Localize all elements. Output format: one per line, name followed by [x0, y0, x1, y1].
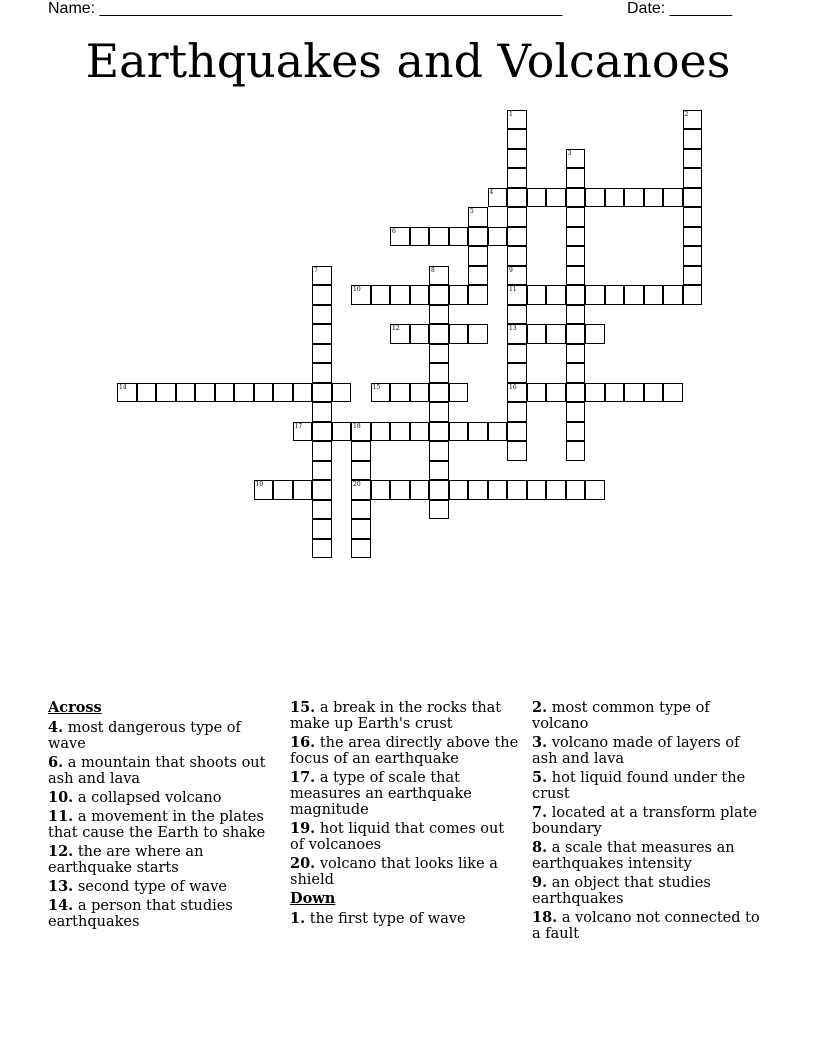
crossword-cell[interactable]: [683, 129, 703, 149]
crossword-cell[interactable]: [312, 422, 332, 442]
crossword-cell[interactable]: [176, 383, 196, 403]
crossword-cell[interactable]: [683, 188, 703, 208]
crossword-cell[interactable]: [585, 324, 605, 344]
crossword-cell[interactable]: [312, 480, 332, 500]
clue-item: 18. a volcano not connected to a fault: [532, 909, 760, 942]
crossword-cell[interactable]: [293, 422, 313, 442]
crossword-cell[interactable]: [507, 207, 527, 227]
crossword-cell[interactable]: [566, 227, 586, 247]
crossword-cell[interactable]: [566, 149, 586, 169]
crossword-cell[interactable]: [390, 227, 410, 247]
clue-number: 12: [392, 325, 400, 332]
crossword-cell[interactable]: [449, 383, 469, 403]
crossword-cell[interactable]: [273, 383, 293, 403]
crossword-cell[interactable]: [624, 285, 644, 305]
crossword-cell[interactable]: [468, 324, 488, 344]
crossword-cell[interactable]: [390, 422, 410, 442]
clue-item: 10. a collapsed volcano: [48, 789, 222, 806]
crossword-cell[interactable]: [429, 266, 449, 286]
clue-item: 9. an object that studies earthquakes: [532, 874, 711, 907]
crossword-cell[interactable]: [449, 422, 469, 442]
crossword-cell[interactable]: [117, 383, 137, 403]
clue-number: 1: [509, 110, 513, 118]
crossword-cell[interactable]: [566, 324, 586, 344]
crossword-cell[interactable]: [488, 227, 508, 247]
crossword-cell[interactable]: [527, 324, 547, 344]
crossword-cell[interactable]: [312, 402, 332, 422]
crossword-cell[interactable]: [410, 383, 430, 403]
crossword-cell[interactable]: [429, 285, 449, 305]
crossword-cell[interactable]: [312, 305, 332, 325]
crossword-cell[interactable]: [566, 383, 586, 403]
crossword-cell[interactable]: [683, 246, 703, 266]
clue-item: 5. hot liquid found under the crust: [532, 769, 746, 802]
crossword-cell[interactable]: [624, 188, 644, 208]
crossword-cell[interactable]: [507, 246, 527, 266]
crossword-cell[interactable]: [507, 129, 527, 149]
crossword-cell[interactable]: [683, 149, 703, 169]
clue-item: 1. the first type of wave: [290, 910, 466, 927]
crossword-cell[interactable]: [566, 266, 586, 286]
crossword-cell[interactable]: [312, 441, 332, 461]
crossword-cell[interactable]: [429, 480, 449, 500]
crossword-cell[interactable]: [605, 188, 625, 208]
page-title: Earthquakes and Volcanoes: [85, 34, 731, 88]
crossword-cell[interactable]: [566, 344, 586, 364]
crossword-cell[interactable]: [371, 383, 391, 403]
crossword-cell[interactable]: [468, 285, 488, 305]
crossword-cell[interactable]: [468, 227, 488, 247]
crossword-cell[interactable]: [312, 363, 332, 383]
crossword-cell[interactable]: [351, 441, 371, 461]
crossword-cell[interactable]: [507, 324, 527, 344]
clue-item: 19. hot liquid that comes out of volcanoes: [290, 820, 505, 853]
crossword-cell[interactable]: [351, 480, 371, 500]
crossword-cell[interactable]: [507, 110, 527, 130]
clue-number: 18: [353, 422, 361, 430]
crossword-cell[interactable]: [585, 383, 605, 403]
crossword-cell[interactable]: [546, 324, 566, 344]
clue-number: 10: [353, 286, 361, 293]
crossword-cell[interactable]: [410, 227, 430, 247]
clue-item: 20. volcano that looks like a shield: [290, 855, 498, 888]
crossword-cell[interactable]: [429, 461, 449, 481]
crossword-cell[interactable]: [254, 383, 274, 403]
clue-item: 4. most dangerous type of wave: [48, 719, 241, 752]
crossword-cell[interactable]: [507, 285, 527, 305]
clue-number: 2: [684, 110, 689, 118]
crossword-cell[interactable]: [683, 110, 703, 130]
crossword-cell[interactable]: [312, 266, 332, 286]
crossword-cell[interactable]: [429, 441, 449, 461]
crossword-cell[interactable]: [507, 422, 527, 442]
crossword-cell[interactable]: [546, 285, 566, 305]
crossword-cell[interactable]: [488, 188, 508, 208]
crossword-cell[interactable]: [410, 422, 430, 442]
crossword-cell[interactable]: [371, 480, 391, 500]
clue-item: 6. a mountain that shoots out ash and lava: [48, 754, 266, 787]
crossword-cell[interactable]: [429, 422, 449, 442]
clue-number: 19: [255, 481, 264, 488]
name-field-label: Name: ____________________________________________________: [48, 0, 563, 17]
crossword-cell[interactable]: [468, 422, 488, 442]
clue-number: 16: [509, 383, 517, 391]
crossword-cell[interactable]: [234, 383, 254, 403]
clue-number: 13: [509, 325, 517, 332]
crossword-cell[interactable]: [312, 285, 332, 305]
crossword-cell[interactable]: [449, 324, 469, 344]
crossword-cell[interactable]: [683, 168, 703, 188]
crossword-cell[interactable]: [546, 480, 566, 500]
crossword-cell[interactable]: [273, 480, 293, 500]
crossword-cell[interactable]: [410, 480, 430, 500]
crossword-cell[interactable]: [644, 383, 664, 403]
crossword-cell[interactable]: [644, 285, 664, 305]
crossword-cell[interactable]: [507, 383, 527, 403]
crossword-cell[interactable]: [507, 402, 527, 422]
down-heading: Down: [290, 890, 336, 907]
crossword-cell[interactable]: [527, 480, 547, 500]
crossword-cell[interactable]: [312, 324, 332, 344]
crossword-cell[interactable]: [312, 383, 332, 403]
clue-number: 17: [294, 422, 303, 430]
crossword-cell[interactable]: [566, 422, 586, 442]
crossword-cell[interactable]: [507, 441, 527, 461]
crossword-cell[interactable]: [449, 480, 469, 500]
crossword-cell[interactable]: [390, 383, 410, 403]
crossword-cell[interactable]: [312, 519, 332, 539]
crossword-cell[interactable]: [507, 227, 527, 247]
crossword-cell[interactable]: [488, 480, 508, 500]
crossword-cell[interactable]: [605, 285, 625, 305]
crossword-cell[interactable]: [468, 480, 488, 500]
crossword-cell[interactable]: [663, 285, 683, 305]
crossword-cell[interactable]: [566, 246, 586, 266]
clue-item: 3. volcano made of layers of ash and lava: [532, 734, 740, 767]
crossword-cell[interactable]: [566, 188, 586, 208]
crossword-cell[interactable]: [137, 383, 157, 403]
crossword-cell[interactable]: [351, 500, 371, 520]
crossword-cell[interactable]: [156, 383, 176, 403]
crossword-cell[interactable]: [683, 227, 703, 247]
crossword-cell[interactable]: [507, 363, 527, 383]
crossword-cell[interactable]: [468, 246, 488, 266]
clue-number: 14: [119, 383, 127, 391]
clue-column-1: [48, 700, 280, 933]
crossword-cell[interactable]: [429, 383, 449, 403]
crossword-cell[interactable]: [312, 539, 332, 559]
clue-number: 6: [392, 227, 396, 235]
crossword-cell[interactable]: [585, 285, 605, 305]
crossword-cell[interactable]: [429, 344, 449, 364]
clue-item: 15. a break in the rocks that make up Earth's crust: [290, 699, 502, 732]
crossword-cell[interactable]: [507, 266, 527, 286]
crossword-cell[interactable]: [195, 383, 215, 403]
crossword-cell[interactable]: [215, 383, 235, 403]
crossword-cell[interactable]: [332, 383, 352, 403]
crossword-cell[interactable]: [371, 285, 391, 305]
crossword-cell[interactable]: [507, 149, 527, 169]
crossword-cell[interactable]: [566, 363, 586, 383]
crossword-cell[interactable]: [527, 188, 547, 208]
crossword-cell[interactable]: [390, 324, 410, 344]
crossword-cell[interactable]: [507, 305, 527, 325]
clue-number: 5: [470, 208, 474, 215]
crossword-cell[interactable]: [624, 383, 644, 403]
crossword-cell[interactable]: [566, 480, 586, 500]
crossword-cell[interactable]: [683, 266, 703, 286]
clue-item: 7. located at a transform plate boundary: [532, 804, 758, 837]
crossword-cell[interactable]: [644, 188, 664, 208]
crossword-cell[interactable]: [429, 500, 449, 520]
crossword-cell[interactable]: [507, 188, 527, 208]
crossword-cell[interactable]: [351, 461, 371, 481]
crossword-cell[interactable]: [390, 480, 410, 500]
crossword-cell[interactable]: [566, 168, 586, 188]
crossword-cell[interactable]: [683, 285, 703, 305]
crossword-cell[interactable]: [468, 266, 488, 286]
crossword-cell[interactable]: [527, 285, 547, 305]
clue-number: 7: [314, 266, 318, 274]
crossword-cell[interactable]: [312, 500, 332, 520]
across-heading: Across: [48, 699, 102, 716]
crossword-cell[interactable]: [410, 324, 430, 344]
crossword-cell[interactable]: [683, 207, 703, 227]
crossword-cell[interactable]: [429, 402, 449, 422]
crossword-cell[interactable]: [566, 402, 586, 422]
crossword-cell[interactable]: [566, 207, 586, 227]
clue-item: 16. the area directly above the focus of an earthquake: [290, 734, 519, 767]
clue-item: 13. second type of wave: [48, 878, 227, 895]
clue-number: 11: [509, 286, 517, 293]
crossword-cell[interactable]: [351, 285, 371, 305]
crossword-cell[interactable]: [429, 324, 449, 344]
crossword-cell[interactable]: [429, 363, 449, 383]
clue-item: 14. a person that studies earthquakes: [48, 897, 233, 930]
clue-column-3: [532, 700, 764, 945]
crossword-cell[interactable]: [663, 383, 683, 403]
crossword-cell[interactable]: [507, 168, 527, 188]
crossword-cell[interactable]: [605, 383, 625, 403]
crossword-cell[interactable]: [449, 285, 469, 305]
crossword-cell[interactable]: [293, 383, 313, 403]
clue-number: 15: [372, 383, 381, 391]
date-field-label: Date: _______: [627, 0, 732, 17]
crossword-cell[interactable]: [429, 305, 449, 325]
crossword-cell[interactable]: [585, 188, 605, 208]
crossword-cell[interactable]: [312, 344, 332, 364]
clue-number: 3: [567, 149, 572, 157]
crossword-cell[interactable]: [390, 285, 410, 305]
crossword-cell[interactable]: [410, 285, 430, 305]
crossword-cell[interactable]: [312, 461, 332, 481]
crossword-cell[interactable]: [468, 207, 488, 227]
crossword-cell[interactable]: [449, 227, 469, 247]
clue-number: 20: [353, 481, 361, 488]
crossword-cell[interactable]: [429, 227, 449, 247]
clue-number: 9: [509, 266, 513, 274]
crossword-cell[interactable]: [527, 383, 547, 403]
clue-number: 4: [489, 188, 494, 196]
clue-number: 8: [431, 266, 435, 274]
crossword-cell[interactable]: [546, 188, 566, 208]
crossword-cell[interactable]: [488, 422, 508, 442]
crossword-cell[interactable]: [351, 519, 371, 539]
clue-item: 8. a scale that measures an earthquakes intensity: [532, 839, 735, 872]
crossword-cell[interactable]: [663, 188, 683, 208]
crossword-cell[interactable]: [507, 344, 527, 364]
clue-item: 2. most common type of volcano: [532, 699, 710, 732]
crossword-cell[interactable]: [507, 480, 527, 500]
crossword-cell[interactable]: [546, 383, 566, 403]
crossword-cell[interactable]: [566, 441, 586, 461]
crossword-cell[interactable]: [293, 480, 313, 500]
crossword-cell[interactable]: [351, 422, 371, 442]
crossword-cell[interactable]: [254, 480, 274, 500]
crossword-cell[interactable]: [566, 285, 586, 305]
clue-item: 17. a type of scale that measures an earthquake magnitude: [290, 769, 472, 818]
clue-item: 11. a movement in the plates that cause the Earth to shake: [48, 808, 266, 841]
crossword-cell[interactable]: [332, 422, 352, 442]
clue-column-2: [290, 700, 522, 930]
clue-item: 12. the are where an earthquake starts: [48, 843, 204, 876]
crossword-cell[interactable]: [351, 539, 371, 559]
crossword-cell[interactable]: [566, 305, 586, 325]
crossword-cell[interactable]: [585, 480, 605, 500]
crossword-cell[interactable]: [371, 422, 391, 442]
